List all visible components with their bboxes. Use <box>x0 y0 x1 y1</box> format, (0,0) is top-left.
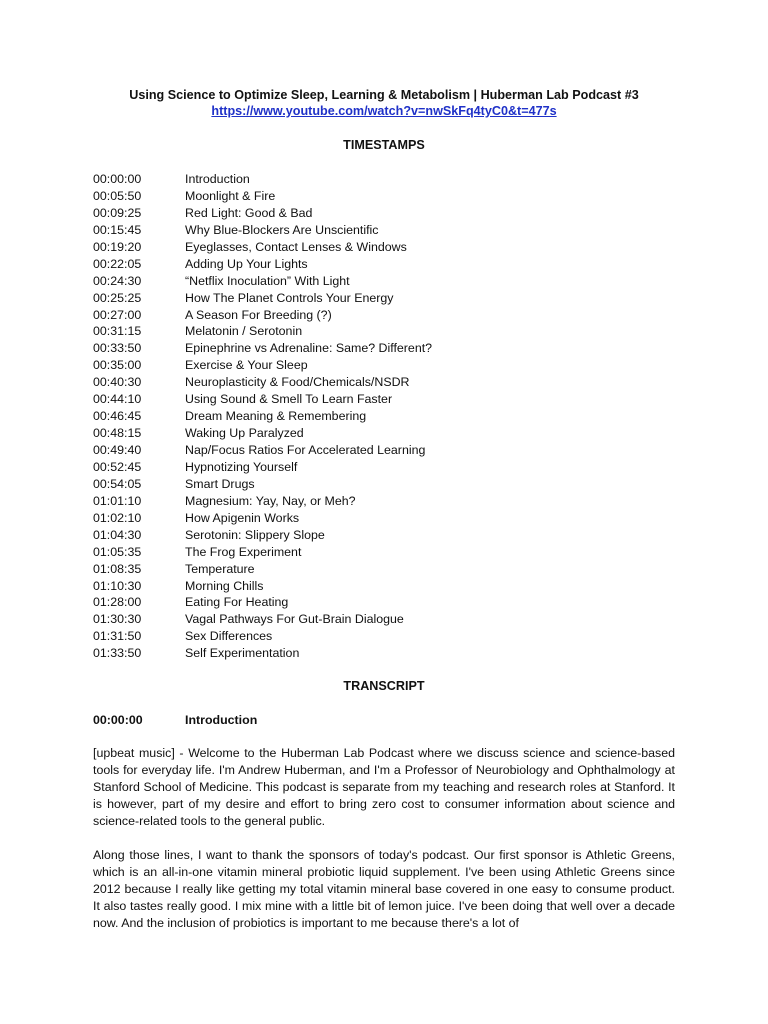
timestamp-label: Sex Differences <box>185 629 273 644</box>
timestamp-row <box>93 273 693 290</box>
timestamp-time: 00:54:05 <box>93 476 142 491</box>
timestamp-row <box>93 222 693 239</box>
timestamp-row <box>93 476 693 493</box>
timestamp-row <box>93 544 693 561</box>
timestamp-label: How Apigenin Works <box>185 510 300 525</box>
timestamp-time: 01:08:35 <box>93 561 142 576</box>
timestamp-label: Adding Up Your Lights <box>185 256 308 271</box>
timestamp-row <box>93 256 693 273</box>
timestamp-label: Temperature <box>185 561 255 576</box>
timestamp-time: 00:31:15 <box>93 324 142 339</box>
timestamp-time: 00:33:50 <box>93 341 142 356</box>
timestamp-time: 00:25:25 <box>93 290 142 305</box>
timestamp-time: 00:22:05 <box>93 256 142 271</box>
timestamp-label: Morning Chills <box>185 578 264 593</box>
timestamp-label: Waking Up Paralyzed <box>185 426 304 441</box>
timestamp-time: 00:27:00 <box>93 307 142 322</box>
timestamp-label: A Season For Breeding (?) <box>185 307 332 322</box>
timestamp-time: 00:52:45 <box>93 459 142 474</box>
timestamp-row <box>93 594 693 611</box>
document-title: Using Science to Optimize Sleep, Learning & Metabolism | Huberman Lab Podcast #3 <box>129 88 639 102</box>
timestamp-time: 01:02:10 <box>93 510 142 525</box>
timestamp-time: 01:33:50 <box>93 646 142 661</box>
transcript-heading: TRANSCRIPT <box>343 679 425 693</box>
timestamp-label: Eating For Heating <box>185 595 289 610</box>
timestamp-row <box>93 171 693 188</box>
timestamp-row <box>93 391 693 408</box>
transcript-section-heading <box>93 712 257 728</box>
timestamp-label: Dream Meaning & Remembering <box>185 409 367 424</box>
timestamp-row <box>93 628 693 645</box>
timestamp-time: 00:15:45 <box>93 222 142 237</box>
section-time: 00:00:00 <box>93 713 143 727</box>
timestamp-row <box>93 611 693 628</box>
timestamp-row <box>93 290 693 307</box>
timestamp-label: Epinephrine vs Adrenaline: Same? Different? <box>185 341 433 356</box>
timestamp-label: Introduction <box>185 172 250 186</box>
timestamp-row <box>93 188 693 205</box>
timestamp-row <box>93 578 693 595</box>
timestamp-row <box>93 374 693 391</box>
timestamp-row <box>93 239 693 256</box>
timestamp-label: Using Sound & Smell To Learn Faster <box>185 392 393 407</box>
timestamp-label: Nap/Focus Ratios For Accelerated Learning <box>185 443 426 457</box>
timestamp-time: 00:05:50 <box>93 188 142 203</box>
timestamp-row <box>93 442 693 459</box>
timestamps-heading: TIMESTAMPS <box>343 138 425 152</box>
transcript-paragraph: Along those lines, I want to thank the sponsors of today's podcast. Our first sponsor is Athletic Greens, which is an all-in-one vitamin mineral probiotic liquid supplement. I've been using Athletic Greens since 2012 because I really like getting my total vitamin mineral base covered in one easy to consume product. It also tastes really good. I mix mine with a little bit of lemon juice. I've been doing that well over a decade now. And the inclusion of probiotics is important to me because there's a lot of <box>93 848 675 930</box>
timestamp-time: 01:30:30 <box>93 612 142 627</box>
timestamp-label: Eyeglasses, Contact Lenses & Windows <box>185 239 407 254</box>
timestamp-row <box>93 527 693 544</box>
timestamp-label: Self Experimentation <box>185 646 300 661</box>
timestamp-time: 00:24:30 <box>93 273 142 288</box>
timestamp-time: 01:10:30 <box>93 578 142 593</box>
timestamp-label: Why Blue-Blockers Are Unscientific <box>185 222 379 237</box>
timestamp-label: Vagal Pathways For Gut-Brain Dialogue <box>185 612 404 627</box>
timestamp-time: 00:49:40 <box>93 443 142 457</box>
timestamp-label: Red Light: Good & Bad <box>185 205 313 220</box>
timestamp-row <box>93 493 693 510</box>
section-label: Introduction <box>185 713 258 727</box>
timestamp-row <box>93 425 693 442</box>
timestamp-label: How The Planet Controls Your Energy <box>185 290 394 305</box>
timestamp-time: 00:46:45 <box>93 409 142 424</box>
timestamp-label: “Netflix Inoculation” With Light <box>185 273 350 288</box>
timestamp-label: The Frog Experiment <box>185 544 302 559</box>
timestamp-row <box>93 205 693 222</box>
timestamp-time: 01:05:35 <box>93 544 142 559</box>
timestamp-row <box>93 357 693 374</box>
timestamp-time: 01:01:10 <box>93 493 142 508</box>
timestamp-row <box>93 459 693 476</box>
timestamp-row <box>93 307 693 324</box>
timestamp-time: 00:40:30 <box>93 375 142 390</box>
timestamp-label: Smart Drugs <box>185 476 255 491</box>
timestamp-time: 01:28:00 <box>93 595 142 610</box>
transcript-paragraph: [upbeat music] - Welcome to the Huberman Lab Podcast where we discuss science and science-based tools for everyday life. I'm Andrew Huberman, and I'm a Professor of Neurobiology and Ophthalmology at Stanford School of Medicine. This podcast is separate from my teaching and research roles at Stanford. It is however, part of my desire and effort to bring zero cost to consumer information about science and science-related tools to the general public. <box>93 746 675 828</box>
timestamp-label: Exercise & Your Sleep <box>185 358 308 373</box>
timestamp-time: 00:44:10 <box>93 392 142 407</box>
timestamp-row <box>93 645 693 662</box>
video-url <box>0 103 768 119</box>
video-link[interactable]: https://www.youtube.com/watch?v=nwSkFq4tyC0&t=477s <box>211 104 557 118</box>
timestamp-row <box>93 510 693 527</box>
timestamp-time: 00:09:25 <box>93 205 142 220</box>
timestamp-label: Melatonin / Serotonin <box>185 324 303 339</box>
timestamp-row <box>93 323 693 340</box>
timestamp-time: 01:31:50 <box>93 629 142 644</box>
timestamp-time: 00:00:00 <box>93 172 142 186</box>
timestamp-time: 00:35:00 <box>93 358 142 373</box>
timestamp-time: 00:19:20 <box>93 239 142 254</box>
timestamp-label: Serotonin: Slippery Slope <box>185 527 325 542</box>
timestamp-label: Magnesium: Yay, Nay, or Meh? <box>185 493 356 508</box>
timestamp-time: 00:48:15 <box>93 426 142 441</box>
timestamps-list <box>93 171 693 662</box>
timestamp-row <box>93 340 693 357</box>
timestamp-label: Hypnotizing Yourself <box>185 459 298 474</box>
timestamp-time: 01:04:30 <box>93 527 142 542</box>
timestamp-label: Moonlight & Fire <box>185 188 276 203</box>
timestamp-row <box>93 561 693 578</box>
timestamp-row <box>93 408 693 425</box>
timestamp-label: Neuroplasticity & Food/Chemicals/NSDR <box>185 375 410 390</box>
